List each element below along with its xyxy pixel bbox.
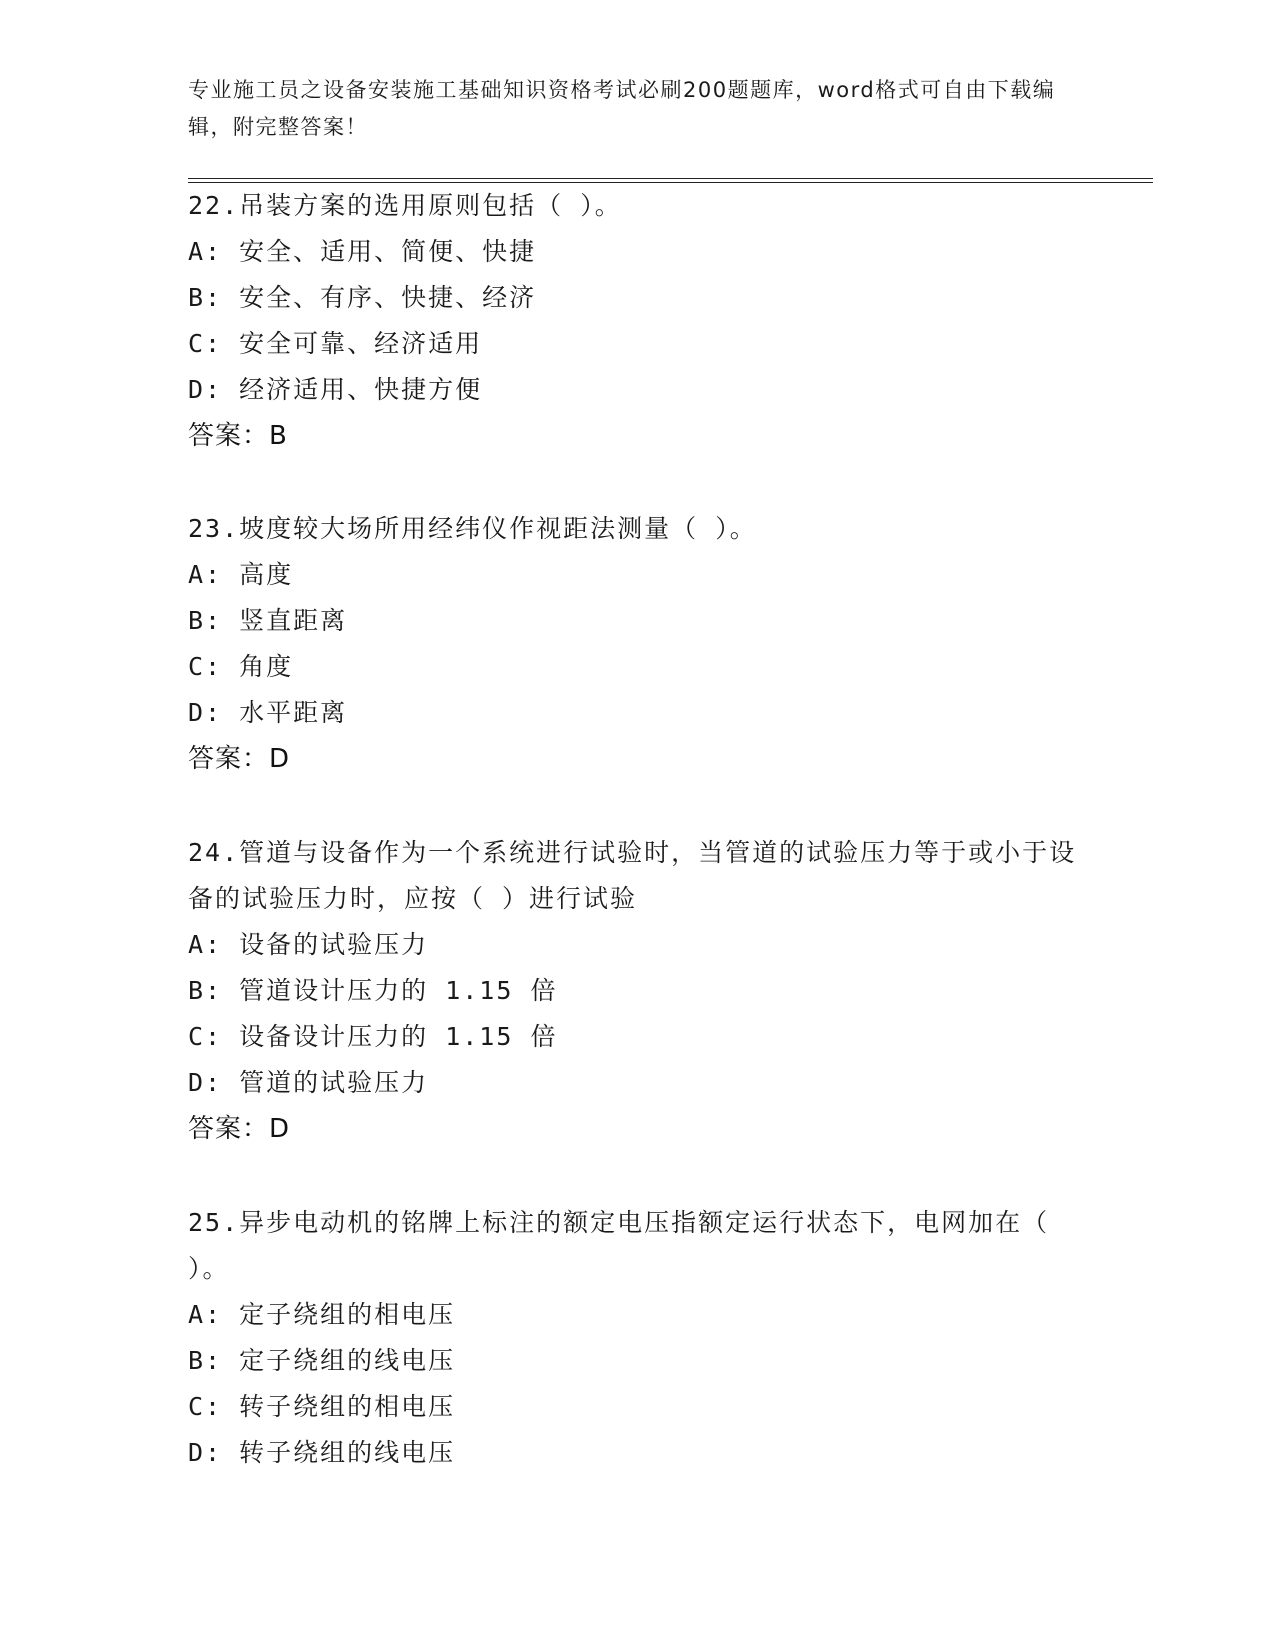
option-a: A: 安全、适用、简便、快捷 — [188, 237, 537, 266]
option-b: B: 竖直距离 — [188, 606, 348, 635]
question-stem: 23.坡度较大场所用经纬仪作视距法测量（ ）。 — [188, 514, 757, 543]
question-stem: 24.管道与设备作为一个系统进行试验时，当管道的试验压力等于或小于设备的试验压力时，应按（ ）进行试验 — [188, 838, 1077, 913]
option-c: C: 转子绕组的相电压 — [188, 1392, 456, 1421]
question-stem: 22.吊装方案的选用原则包括（ ）。 — [188, 191, 622, 220]
answer-label: 答案：D — [188, 1114, 291, 1144]
option-c: C: 安全可靠、经济适用 — [188, 329, 483, 358]
option-a: A: 设备的试验压力 — [188, 930, 429, 959]
option-c: C: 角度 — [188, 652, 294, 681]
answer-label: 答案：D — [188, 744, 291, 774]
question-24 — [188, 830, 1088, 1152]
answer-label: 答案：B — [188, 421, 288, 451]
option-a: A: 高度 — [188, 560, 294, 589]
question-22 — [188, 183, 1088, 459]
document-header: 专业施工员之设备安装施工基础知识资格考试必刷200题题库，word格式可自由下载编辑，附完整答案！ — [188, 78, 1056, 139]
question-25 — [188, 1200, 1088, 1476]
option-d: D: 经济适用、快捷方便 — [188, 375, 483, 404]
option-d: D: 转子绕组的线电压 — [188, 1438, 456, 1467]
option-c: C: 设备设计压力的 1.15 倍 — [188, 1022, 558, 1051]
option-b: B: 管道设计压力的 1.15 倍 — [188, 976, 558, 1005]
option-b: B: 安全、有序、快捷、经济 — [188, 283, 537, 312]
option-b: B: 定子绕组的线电压 — [188, 1346, 456, 1375]
question-stem: 25.异步电动机的铭牌上标注的额定电压指额定运行状态下，电网加在（ ）。 — [188, 1208, 1067, 1283]
option-a: A: 定子绕组的相电压 — [188, 1300, 456, 1329]
option-d: D: 管道的试验压力 — [188, 1068, 429, 1097]
option-d: D: 水平距离 — [188, 698, 348, 727]
question-23 — [188, 506, 1088, 782]
